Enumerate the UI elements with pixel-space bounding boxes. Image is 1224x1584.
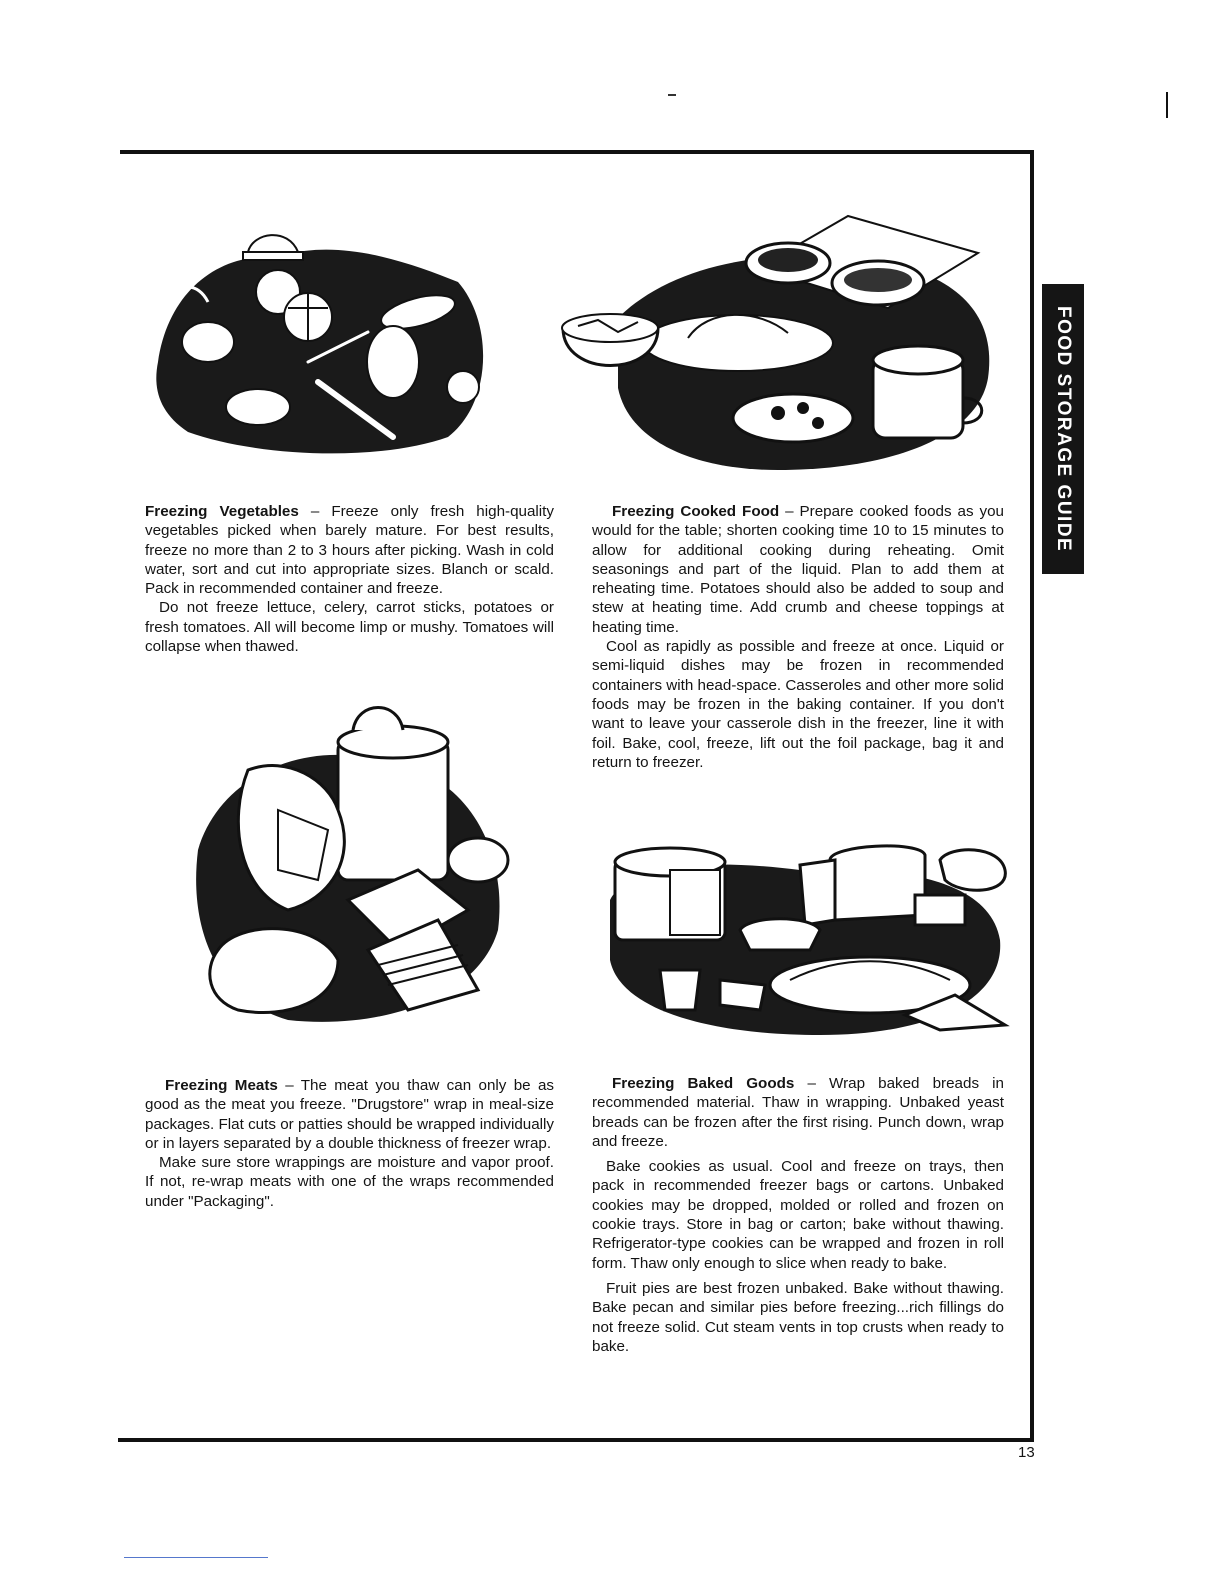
scan-mark: [1166, 92, 1168, 118]
cooked-food-heading: Freezing Cooked Food: [612, 503, 780, 520]
vegetables-illustration: [148, 212, 498, 458]
cooked-food-paragraph: [592, 502, 1004, 637]
top-rule: [120, 150, 1034, 154]
baked-goods-paragraph: [592, 1074, 1004, 1151]
meats-paragraph: [145, 1076, 554, 1153]
meats-paragraph-2: Make sure store wrappings are moisture and vapor proof. If not, re-wrap meats with one of the wraps recommended under "Packaging".: [145, 1154, 554, 1210]
vegetables-intro: – Freeze only fresh high-quality vegetables picked when barely mature. For best results, freeze no more than 2 to 3 hours after picking. Wash in cold water, sort and cut into appropriate sizes. Blanch or scald. Pack in recommended container and freeze.: [145, 503, 554, 598]
meats-section: [145, 1076, 554, 1211]
section-tab-label: FOOD STORAGE GUIDE: [1053, 305, 1074, 553]
vegetables-paragraph-2: Do not freeze lettuce, celery, carrot sticks, potatoes or fresh tomatoes. All will become limp or mushy. Tomatoes will collapse when thawed.: [145, 599, 554, 656]
cooked-food-drawing: [558, 208, 1008, 476]
cooked-food-intro: – Prepare cooked foods as you would for the table; shorten cooking time 10 to 15 minutes to allow for additional cooking during reheating. Omit seasonings and part of the liquid. Plan to add them at reheating time. Potatoes should also be added to soup and stew at heating time. Add crumb and cheese toppings at heating time.: [592, 503, 1004, 636]
baked-goods-section: [592, 1074, 1004, 1356]
meats-illustration: [178, 700, 514, 1032]
vegetables-section: [145, 502, 554, 656]
scan-artifact-line: [124, 1557, 268, 1558]
cooked-food-illustration: [558, 208, 1008, 476]
baked-goods-paragraph-3: Fruit pies are best frozen unbaked. Bake without thawing. Bake pecan and similar pies before freezing...rich fillings do not freeze solid. Cut steam vents in top crusts when ready to bake.: [592, 1279, 1004, 1355]
page-number: 13: [1018, 1444, 1035, 1461]
baked-goods-paragraph-2: Bake cookies as usual. Cool and freeze on trays, then pack in recommended freezer bags or cartons. Unbaked cookies may be dropped, molded or rolled and frozen on cookie trays. Store in bag or carton; bake without thawing. Refrigerator-type cookies can be wrapped and frozen in roll form. Thaw only enough to slice when ready to bake.: [592, 1158, 1004, 1272]
right-rule: [1030, 150, 1034, 1442]
meats-heading: Freezing Meats: [165, 1077, 278, 1094]
bottom-rule: [118, 1438, 1034, 1442]
baked-goods-intro: – Wrap baked breads in recommended material. Thaw in wrapping. Unbaked yeast breads can be frozen after the first rising. Punch down, wrap and freeze.: [592, 1075, 1004, 1150]
vegetables-drawing: [148, 212, 498, 458]
meats-drawing: [178, 700, 514, 1032]
vegetables-heading: Freezing Vegetables: [145, 503, 299, 520]
cooked-food-paragraph-2: Cool as rapidly as possible and freeze at once. Liquid or semi-liquid dishes may be frozen in recommended containers with head-space. Casseroles and other more solid foods may be frozen in the baking container. If you don't want to leave your casserole dish in the freezer, line it with foil. Bake, cool, freeze, lift out the foil package, bag it and return to freezer.: [592, 638, 1004, 771]
baked-goods-illustration: [600, 840, 1012, 1040]
cooked-food-section: [592, 502, 1004, 772]
vegetables-paragraph: [145, 502, 554, 598]
section-tab: [1042, 284, 1084, 574]
baked-goods-drawing: [600, 840, 1012, 1040]
meats-intro: – The meat you thaw can only be as good as the meat you freeze. "Drugstore" wrap in meal-size packages. Flat cuts or patties should be wrapped individually or in layers separated by a double thickness of freezer wrap.: [145, 1077, 554, 1152]
baked-goods-heading: Freezing Baked Goods: [612, 1075, 795, 1092]
scan-mark: [668, 94, 676, 96]
